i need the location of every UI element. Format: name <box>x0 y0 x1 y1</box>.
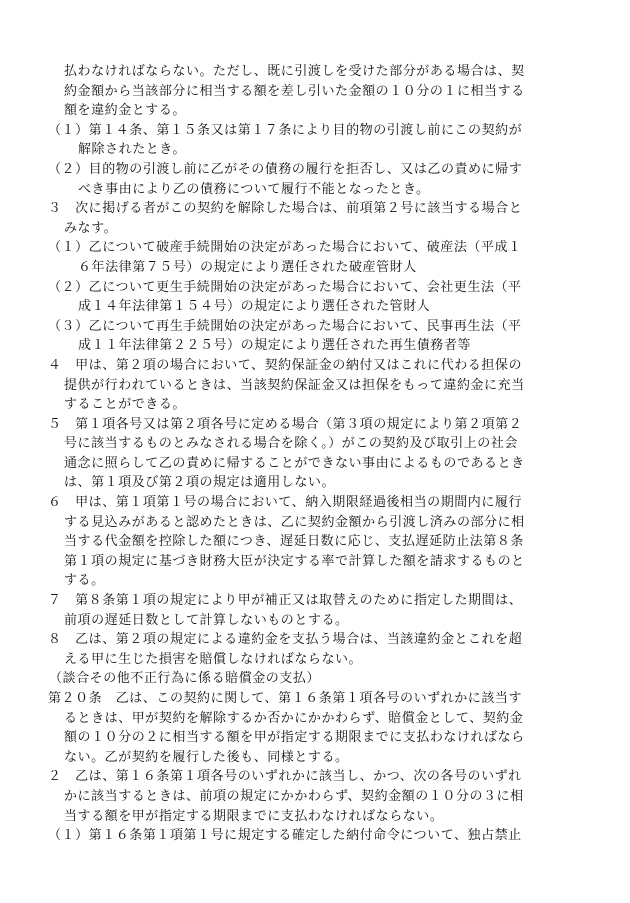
list-item-line: （１）第１６条第１項第１号に規定する確定した納付命令について、独占禁止 <box>48 828 522 844</box>
text-line: える甲に生じた損害を賠償しなければならない。 <box>64 651 363 667</box>
paragraph-line: ４ 甲は、第２項の場合において、契約保証金の納付又はこれに代わる担保の <box>48 357 522 373</box>
paragraph-line: ５ 第１項各号又は第２項各号に定める場合（第３項の規定により第２項第２ <box>48 416 523 432</box>
text-line: する見込みがあると認めたときは、乙に契約金額から引渡し済みの部分に相 <box>64 514 525 530</box>
text-line: 約金額から当該部分に相当する額を差し引いた金額の１０分の１に相当する <box>64 83 525 99</box>
paragraph-line: ６ 甲は、第１項第１号の場合において、納入期限経過後相当の期間内に履行 <box>48 495 522 511</box>
text-line: かに該当するときは、前項の規定にかかわらず、契約金額の１０分の３に相 <box>64 788 524 804</box>
text-line: することができる。 <box>64 397 186 413</box>
paragraph-line: ２ 乙は、第１６条第１項各号のいずれかに該当し、かつ、次の各号のいずれ <box>48 769 522 785</box>
section-heading: （談合その他不正行為に係る賠償金の支払） <box>49 671 321 687</box>
list-item-line: （１）乙について破産手続開始の決定があった場合において、破産法（平成１ <box>48 240 522 256</box>
text-line: する。 <box>64 573 105 589</box>
text-line: 解除されたとき。 <box>78 142 186 158</box>
text-line: るときは、甲が契約を解除するか否かにかかわらず、賠償金として、契約金 <box>64 710 524 726</box>
text-line: 払わなければならない。ただし、既に引渡しを受けた部分がある場合は、契 <box>64 64 525 79</box>
text-line: 成１４年法律第１５４号）の規定により選任された管財人 <box>78 299 431 315</box>
list-item-line: （２）目的物の引渡し前に乙がその債務の履行を拒否し、又は乙の責めに帰す <box>48 161 523 177</box>
text-line: 前項の遅延日数として計算しないものとする。 <box>64 612 349 628</box>
text-line: 成１１年法律第２２５号）の規定により選任された再生債務者等 <box>78 338 471 354</box>
document-body <box>0 62 630 846</box>
text-line: ない。乙が契約を履行した後も、同様とする。 <box>64 749 349 765</box>
list-item-line: （１）第１４条、第１５条又は第１７条により目的物の引渡し前にこの契約が <box>48 122 523 138</box>
list-item-line: （３）乙について再生手続開始の決定があった場合において、民事再生法（平 <box>48 318 522 334</box>
text-line: 通念に照らして乙の責めに帰することができない事由によるものであるとき <box>64 455 525 471</box>
text-line: 号に該当するものとみなされる場合を除く。）がこの契約及び取引上の社会 <box>64 436 518 452</box>
paragraph-line: ７ 第８条第１項の規定により甲が補正又は取替えのために指定した期間は、 <box>48 593 523 609</box>
text-line: 額を違約金とする。 <box>64 103 186 119</box>
text-line: ６年法律第７５号）の規定により選任された破産管財人 <box>78 259 417 275</box>
text-line: 当する額を甲が指定する期限までに支払わなければならない。 <box>64 808 444 824</box>
text-line: は、第１項及び第２項の規定は適用しない。 <box>64 475 336 491</box>
paragraph-line: ８ 乙は、第２項の規定による違約金を支払う場合は、当該違約金とこれを超 <box>48 632 523 648</box>
text-line: みなす。 <box>64 220 118 236</box>
text-line: べき事由により乙の債務について履行不能となったとき。 <box>78 181 430 197</box>
text-line: 額の１０分の２に相当する額を甲が指定する期限までに支払わなければなら <box>64 730 525 746</box>
article-line: 第２０条 乙は、この契約に関して、第１６条第１項各号のいずれかに該当す <box>48 691 522 706</box>
list-item-line: （２）乙について更生手続開始の決定があった場合において、会社更生法（平 <box>48 279 522 295</box>
text-line: 当する代金額を控除した額につき、遅延日数に応じ、支払遅延防止法第８条 <box>64 534 524 550</box>
text-line: 第１項の規定に基づき財務大臣が決定する率で計算した額を請求するものと <box>64 553 525 569</box>
text-line: 提供が行われているときは、当該契約保証金又は担保をもって違約金に充当 <box>64 377 525 393</box>
paragraph-line: ３ 次に掲げる者がこの契約を解除した場合は、前項第２号に該当する場合と <box>48 201 523 217</box>
